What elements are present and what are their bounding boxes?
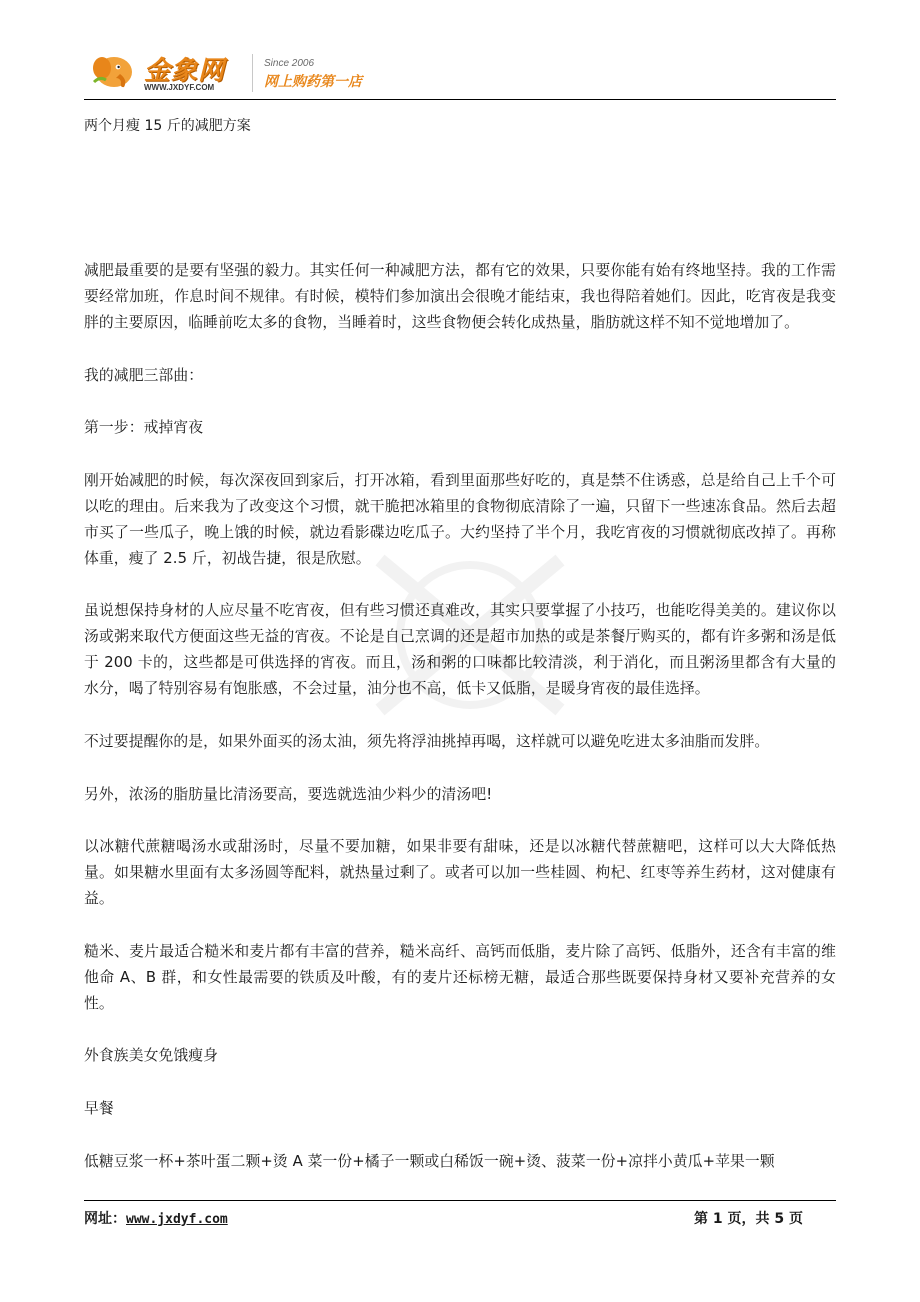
paragraph: 刚开始减肥的时候，每次深夜回到家后，打开冰箱，看到里面那些好吃的，真是禁不住诱惑，总是给自己上千个可以吃的理由。后来我为了改变这个习惯，就干脆把冰箱里的食物彻底清除了一遍，只留下一些速冻食品。然后去超市买了一些瓜子，晚上饿的时候，就边看影碟边吃瓜子。大约坚持了半个月，我吃宵夜的习惯就彻底改掉了。再称体重，瘦了 2.5 斤，初战告捷，很是欣慰。 bbox=[84, 471, 836, 567]
paragraph: 低糖豆浆一杯+茶叶蛋二颗+烫 A 菜一份+橘子一颗或白稀饭一碗+烫、菠菜一份+凉拌小黄瓜+苹果一颗 bbox=[84, 1152, 775, 1170]
brand-url: WWW.JXDYF.COM bbox=[144, 83, 215, 92]
paragraph: 外食族美女免饿瘦身 bbox=[84, 1047, 219, 1065]
page-indicator: 第 1 页，共 5 页 bbox=[694, 1211, 803, 1227]
paragraph: 不过要提醒你的是，如果外面买的汤太油，须先将浮油挑掉再喝，这样就可以避免吃进太多油脂而发胖。 bbox=[84, 732, 770, 750]
since-label: Since 2006 bbox=[264, 58, 315, 69]
slogan: 网上购药第一店 bbox=[264, 73, 362, 89]
document-title: 两个月瘦 15 斤的减肥方案 bbox=[84, 118, 251, 134]
header-rule bbox=[84, 99, 836, 100]
paragraph: 另外，浓汤的脂肪量比清汤要高，要选就选油少料少的清汤吧! bbox=[84, 785, 493, 803]
paragraph: 早餐 bbox=[84, 1099, 114, 1117]
paragraph: 糙米、麦片最适合糙米和麦片都有丰富的营养，糙米高纤、高钙而低脂，麦片除了高钙、低脂外，还含有丰富的维他命 A、B 群，和女性最需要的铁质及叶酸，有的麦片还标榜无糖，最适合那些既要保持身材又要补充营养的女性。 bbox=[84, 942, 836, 1012]
site-header bbox=[84, 46, 836, 100]
paragraph: 虽说想保持身材的人应尽量不吃宵夜，但有些习惯还真难改，其实只要掌握了小技巧，也能吃得美美的。建议你以汤或粥来取代方便面这些无益的宵夜。不论是自己烹调的还是超市加热的或是茶餐厅购买的，都有许多粥和汤是低于 200 卡的，这些都是可供选择的宵夜。而且，汤和粥的口味都比较清淡，利于消化，而且粥汤里都含有大量的水分，喝了特别容易有饱胀感，不会过量，油分也不高，低卡又低脂，是暖身宵夜的最佳选择。 bbox=[84, 602, 836, 698]
paragraph: 以冰糖代蔗糖喝汤水或甜汤时，尽量不要加糖，如果非要有甜味，还是以冰糖代替蔗糖吧，这样可以大大降低热量。如果糖水里面有太多汤圆等配料，就热量过剩了。或者可以加一些桂圆、枸杞、红枣等养生药材，这对健康有益。 bbox=[84, 838, 836, 908]
footer-url-link[interactable]: www.jxdyf.com bbox=[126, 1212, 228, 1227]
footer-url-label: 网址： bbox=[84, 1211, 126, 1227]
footer-rule bbox=[84, 1200, 836, 1201]
paragraph: 我的减肥三部曲： bbox=[84, 366, 204, 384]
document-body bbox=[84, 258, 836, 1201]
elephant-logo-icon bbox=[90, 54, 134, 90]
brand-name: 金象网 bbox=[144, 55, 226, 85]
footer-website bbox=[84, 1208, 228, 1228]
header-divider bbox=[252, 54, 253, 92]
paragraph: 减肥最重要的是要有坚强的毅力。其实任何一种减肥方法，都有它的效果，只要你能有始有终地坚持。我的工作需要经常加班，作息时间不规律。有时候，模特们参加演出会很晚才能结束，我也得陪着她们。因此，吃宵夜是我变胖的主要原因，临睡前吃太多的食物，当睡着时，这些食物便会转化成热量，脂肪就这样不知不觉地增加了。 bbox=[84, 262, 836, 331]
paragraph: 第一步：戒掉宵夜 bbox=[84, 419, 204, 437]
